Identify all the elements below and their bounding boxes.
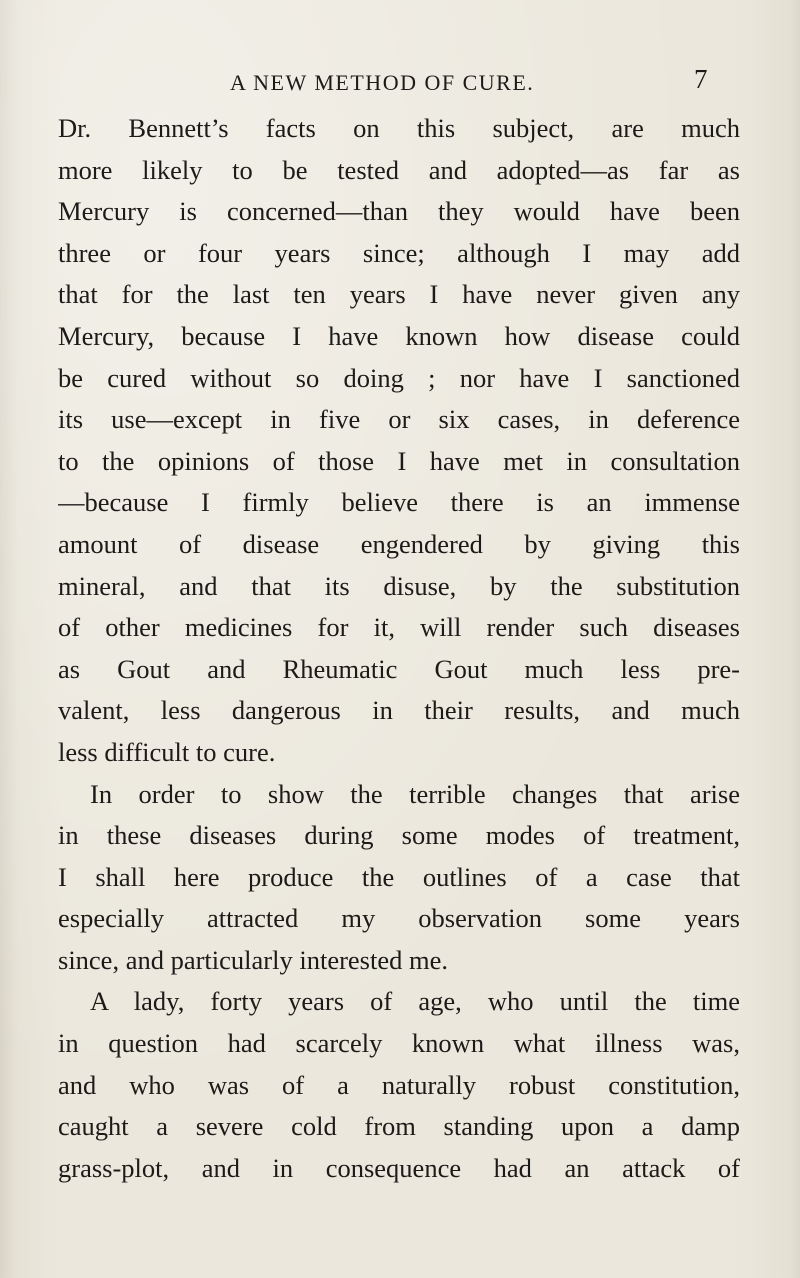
text-line: amount of disease engendered by giving this (58, 528, 740, 559)
text-line: Dr. Bennett’s facts on this subject, are much (58, 113, 740, 143)
text-line: to the opinions of those I have met in consultation (58, 445, 740, 476)
text-line: valent, less dangerous in their results, and much (58, 695, 740, 726)
text-line: be cured without so doing ; nor have I sanctioned (58, 362, 740, 393)
text-line: I shall here produce the outlines of a case that (58, 861, 740, 892)
text-line: grass-plot, and in consequence had an attack of (58, 1152, 740, 1183)
text-line: that for the last ten years I have never given any (58, 279, 740, 310)
text-line: its use—except in five or six cases, in deference (58, 404, 740, 435)
text-line: of other medicines for it, will render such diseases (58, 612, 740, 643)
text-line: —because I firmly believe there is an immense (58, 487, 740, 518)
text-line: less difficult to cure. (58, 736, 276, 767)
text-line: and who was of a naturally robust constitution, (58, 1069, 740, 1100)
text-line: Mercury, because I have known how disease could (58, 320, 740, 351)
text-line: three or four years since; although I may add (58, 237, 740, 268)
body-text (58, 108, 740, 1189)
text-line: more likely to be tested and adopted—as far as (58, 154, 740, 185)
text-line: Mercury is concerned—than they would have been (58, 196, 740, 227)
page-number: 7 (694, 64, 708, 94)
text-line: since, and particularly interested me. (58, 944, 448, 975)
text-line: in question had scarcely known what illness was, (58, 1028, 740, 1059)
text-line: in these diseases during some modes of treatment, (58, 820, 740, 851)
page-header (0, 64, 800, 106)
text-line: caught a severe cold from standing upon a damp (58, 1111, 740, 1142)
text-line: In order to show the terrible changes that arise (90, 778, 740, 809)
text-line: as Gout and Rheumatic Gout much less pre- (58, 653, 740, 684)
running-title: A NEW METHOD OF CURE. (230, 70, 535, 95)
text-line: mineral, and that its disuse, by the substitution (58, 570, 740, 601)
text-line: A lady, forty years of age, who until the time (90, 986, 740, 1017)
text-line: especially attracted my observation some years (58, 903, 740, 934)
